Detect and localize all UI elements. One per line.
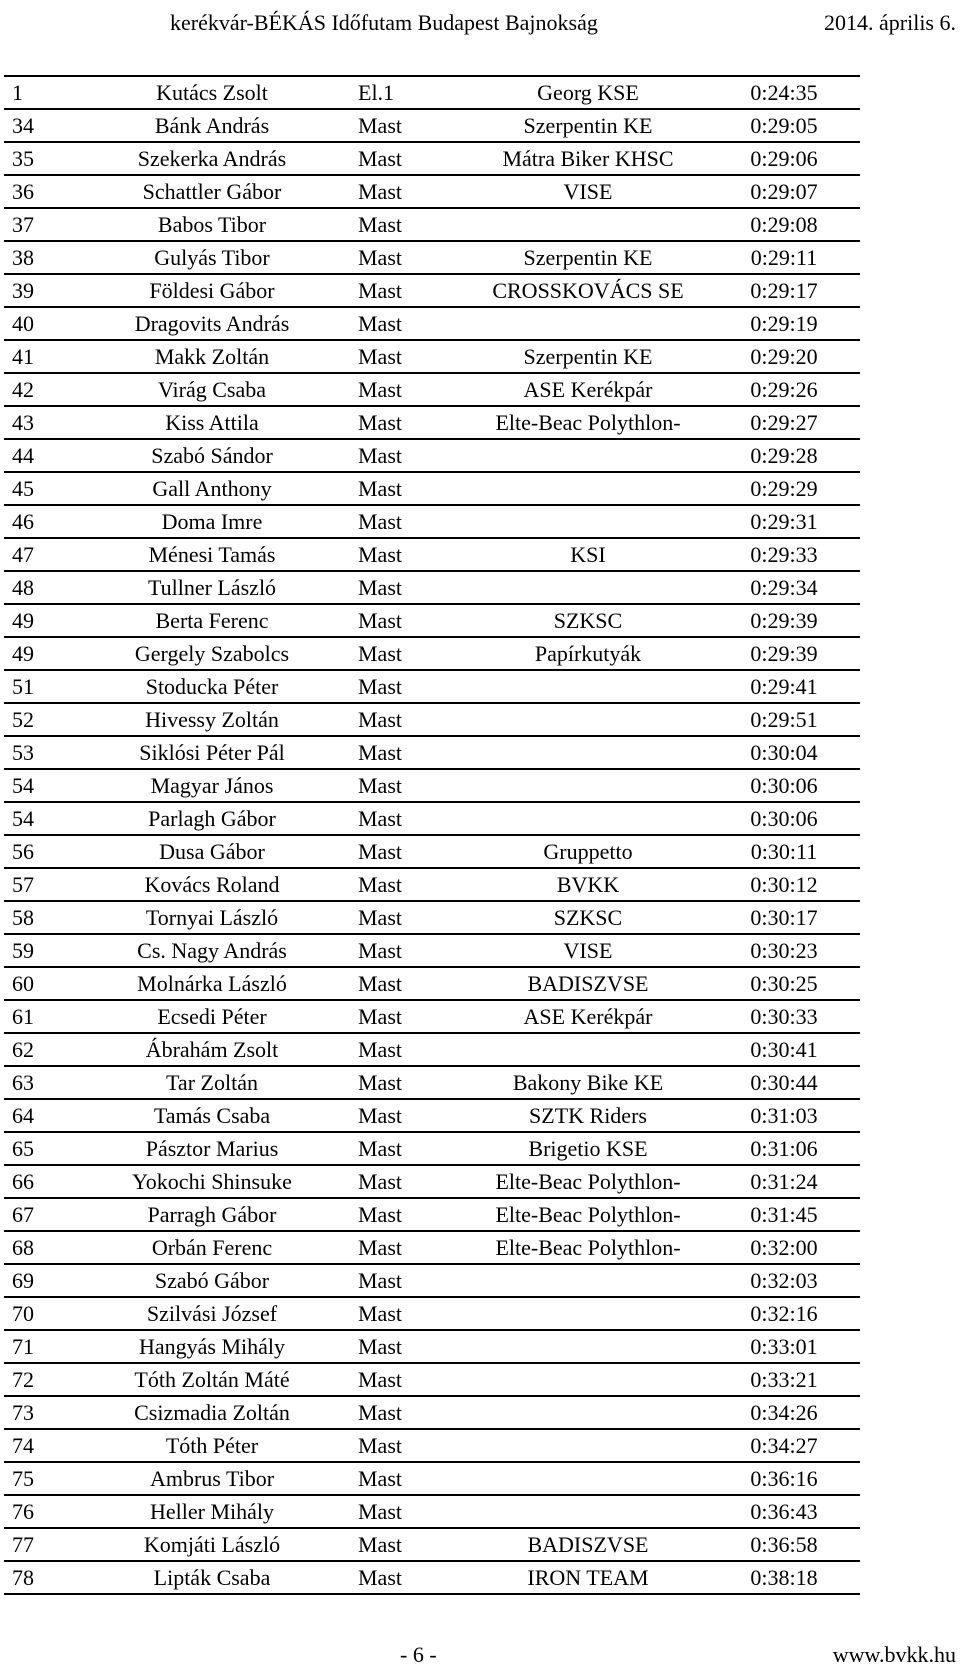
category-cell: Mast xyxy=(352,340,468,373)
category-cell: Mast xyxy=(352,1132,468,1165)
club-cell: SZKSC xyxy=(468,901,708,934)
category-cell: Mast xyxy=(352,868,468,901)
place-cell: 57 xyxy=(4,868,72,901)
rider-name-cell: Pásztor Marius xyxy=(72,1132,352,1165)
table-row xyxy=(4,109,860,142)
rider-name-cell: Szilvási József xyxy=(72,1297,352,1330)
club-cell: VISE xyxy=(468,934,708,967)
category-cell: Mast xyxy=(352,1297,468,1330)
place-cell: 68 xyxy=(4,1231,72,1264)
rider-name-cell: Gulyás Tibor xyxy=(72,241,352,274)
category-cell: El.1 xyxy=(352,76,468,109)
table-row xyxy=(4,1000,860,1033)
category-cell: Mast xyxy=(352,1099,468,1132)
time-cell: 0:29:17 xyxy=(708,274,860,307)
place-cell: 62 xyxy=(4,1033,72,1066)
time-cell: 0:29:07 xyxy=(708,175,860,208)
table-row xyxy=(4,868,860,901)
category-cell: Mast xyxy=(352,1495,468,1528)
table-row xyxy=(4,340,860,373)
table-row xyxy=(4,703,860,736)
category-cell: Mast xyxy=(352,1462,468,1495)
rider-name-cell: Tóth Péter xyxy=(72,1429,352,1462)
rider-name-cell: Heller Mihály xyxy=(72,1495,352,1528)
time-cell: 0:29:05 xyxy=(708,109,860,142)
place-cell: 36 xyxy=(4,175,72,208)
rider-name-cell: Orbán Ferenc xyxy=(72,1231,352,1264)
category-cell: Mast xyxy=(352,1264,468,1297)
rider-name-cell: Yokochi Shinsuke xyxy=(72,1165,352,1198)
category-cell: Mast xyxy=(352,1066,468,1099)
rider-name-cell: Szabó Sándor xyxy=(72,439,352,472)
category-cell: Mast xyxy=(352,1330,468,1363)
table-row xyxy=(4,1198,860,1231)
website-link[interactable]: www.bvkk.hu xyxy=(832,1642,956,1667)
place-cell: 72 xyxy=(4,1363,72,1396)
place-cell: 69 xyxy=(4,1264,72,1297)
results-table-body xyxy=(4,76,860,1594)
table-row xyxy=(4,637,860,670)
place-cell: 42 xyxy=(4,373,72,406)
club-cell xyxy=(468,1462,708,1495)
club-cell: CROSSKOVÁCS SE xyxy=(468,274,708,307)
table-row xyxy=(4,1561,860,1594)
time-cell: 0:34:27 xyxy=(708,1429,860,1462)
club-cell: IRON TEAM xyxy=(468,1561,708,1594)
table-row xyxy=(4,1495,860,1528)
table-row xyxy=(4,1099,860,1132)
category-cell: Mast xyxy=(352,703,468,736)
table-row xyxy=(4,1066,860,1099)
club-cell xyxy=(468,1264,708,1297)
club-cell: Elte-Beac Polythlon- xyxy=(468,1198,708,1231)
time-cell: 0:30:12 xyxy=(708,868,860,901)
rider-name-cell: Magyar János xyxy=(72,769,352,802)
table-row xyxy=(4,1033,860,1066)
table-row xyxy=(4,1363,860,1396)
club-cell: Szerpentin KE xyxy=(468,241,708,274)
page-footer xyxy=(0,1640,960,1670)
category-cell: Mast xyxy=(352,934,468,967)
place-cell: 38 xyxy=(4,241,72,274)
rider-name-cell: Szekerka András xyxy=(72,142,352,175)
club-cell: BADISZVSE xyxy=(468,1528,708,1561)
category-cell: Mast xyxy=(352,736,468,769)
place-cell: 73 xyxy=(4,1396,72,1429)
time-cell: 0:29:26 xyxy=(708,373,860,406)
time-cell: 0:29:28 xyxy=(708,439,860,472)
place-cell: 45 xyxy=(4,472,72,505)
club-cell xyxy=(468,505,708,538)
category-cell: Mast xyxy=(352,1528,468,1561)
category-cell: Mast xyxy=(352,1396,468,1429)
rider-name-cell: Parragh Gábor xyxy=(72,1198,352,1231)
club-cell xyxy=(468,703,708,736)
time-cell: 0:33:01 xyxy=(708,1330,860,1363)
club-cell xyxy=(468,1297,708,1330)
club-cell xyxy=(468,1396,708,1429)
category-cell: Mast xyxy=(352,604,468,637)
club-cell xyxy=(468,769,708,802)
table-row xyxy=(4,76,860,109)
rider-name-cell: Komjáti László xyxy=(72,1528,352,1561)
category-cell: Mast xyxy=(352,1165,468,1198)
club-cell xyxy=(468,1330,708,1363)
rider-name-cell: Tóth Zoltán Máté xyxy=(72,1363,352,1396)
category-cell: Mast xyxy=(352,538,468,571)
table-row xyxy=(4,769,860,802)
table-row xyxy=(4,1264,860,1297)
place-cell: 40 xyxy=(4,307,72,340)
table-row xyxy=(4,1330,860,1363)
rider-name-cell: Kiss Attila xyxy=(72,406,352,439)
club-cell xyxy=(468,1033,708,1066)
category-cell: Mast xyxy=(352,439,468,472)
category-cell: Mast xyxy=(352,1000,468,1033)
place-cell: 75 xyxy=(4,1462,72,1495)
place-cell: 48 xyxy=(4,571,72,604)
rider-name-cell: Stoducka Péter xyxy=(72,670,352,703)
club-cell: SZKSC xyxy=(468,604,708,637)
club-cell: Szerpentin KE xyxy=(468,340,708,373)
table-row xyxy=(4,1396,860,1429)
time-cell: 0:29:06 xyxy=(708,142,860,175)
club-cell xyxy=(468,670,708,703)
table-row xyxy=(4,571,860,604)
time-cell: 0:29:08 xyxy=(708,208,860,241)
table-row xyxy=(4,142,860,175)
time-cell: 0:30:25 xyxy=(708,967,860,1000)
place-cell: 35 xyxy=(4,142,72,175)
rider-name-cell: Gergely Szabolcs xyxy=(72,637,352,670)
table-row xyxy=(4,736,860,769)
time-cell: 0:36:58 xyxy=(708,1528,860,1561)
category-cell: Mast xyxy=(352,142,468,175)
time-cell: 0:30:04 xyxy=(708,736,860,769)
category-cell: Mast xyxy=(352,307,468,340)
table-row xyxy=(4,538,860,571)
category-cell: Mast xyxy=(352,769,468,802)
rider-name-cell: Gall Anthony xyxy=(72,472,352,505)
event-date: 2014. április 6. xyxy=(824,10,956,35)
rider-name-cell: Doma Imre xyxy=(72,505,352,538)
place-cell: 71 xyxy=(4,1330,72,1363)
time-cell: 0:31:24 xyxy=(708,1165,860,1198)
club-cell xyxy=(468,1429,708,1462)
category-cell: Mast xyxy=(352,1561,468,1594)
results-table xyxy=(4,75,860,1595)
place-cell: 49 xyxy=(4,637,72,670)
place-cell: 51 xyxy=(4,670,72,703)
club-cell: Elte-Beac Polythlon- xyxy=(468,1231,708,1264)
category-cell: Mast xyxy=(352,505,468,538)
rider-name-cell: Kutács Zsolt xyxy=(72,76,352,109)
place-cell: 54 xyxy=(4,802,72,835)
table-row xyxy=(4,967,860,1000)
category-cell: Mast xyxy=(352,967,468,1000)
table-row xyxy=(4,802,860,835)
table-row xyxy=(4,208,860,241)
time-cell: 0:29:20 xyxy=(708,340,860,373)
time-cell: 0:32:03 xyxy=(708,1264,860,1297)
place-cell: 63 xyxy=(4,1066,72,1099)
category-cell: Mast xyxy=(352,208,468,241)
time-cell: 0:29:39 xyxy=(708,604,860,637)
category-cell: Mast xyxy=(352,901,468,934)
rider-name-cell: Babos Tibor xyxy=(72,208,352,241)
place-cell: 67 xyxy=(4,1198,72,1231)
rider-name-cell: Földesi Gábor xyxy=(72,274,352,307)
table-row xyxy=(4,1462,860,1495)
rider-name-cell: Tar Zoltán xyxy=(72,1066,352,1099)
category-cell: Mast xyxy=(352,835,468,868)
table-row xyxy=(4,901,860,934)
time-cell: 0:29:34 xyxy=(708,571,860,604)
category-cell: Mast xyxy=(352,1033,468,1066)
place-cell: 70 xyxy=(4,1297,72,1330)
rider-name-cell: Hangyás Mihály xyxy=(72,1330,352,1363)
place-cell: 58 xyxy=(4,901,72,934)
time-cell: 0:32:16 xyxy=(708,1297,860,1330)
place-cell: 41 xyxy=(4,340,72,373)
time-cell: 0:36:16 xyxy=(708,1462,860,1495)
club-cell: Elte-Beac Polythlon- xyxy=(468,406,708,439)
rider-name-cell: Tullner László xyxy=(72,571,352,604)
time-cell: 0:34:26 xyxy=(708,1396,860,1429)
category-cell: Mast xyxy=(352,472,468,505)
rider-name-cell: Hivessy Zoltán xyxy=(72,703,352,736)
time-cell: 0:33:21 xyxy=(708,1363,860,1396)
time-cell: 0:36:43 xyxy=(708,1495,860,1528)
club-cell: Papírkutyák xyxy=(468,637,708,670)
club-cell xyxy=(468,208,708,241)
table-row xyxy=(4,472,860,505)
place-cell: 66 xyxy=(4,1165,72,1198)
table-row xyxy=(4,934,860,967)
club-cell: Szerpentin KE xyxy=(468,109,708,142)
table-row xyxy=(4,1132,860,1165)
place-cell: 54 xyxy=(4,769,72,802)
club-cell: VISE xyxy=(468,175,708,208)
table-row xyxy=(4,1528,860,1561)
place-cell: 52 xyxy=(4,703,72,736)
rider-name-cell: Molnárka László xyxy=(72,967,352,1000)
club-cell: Georg KSE xyxy=(468,76,708,109)
club-cell: Mátra Biker KHSC xyxy=(468,142,708,175)
rider-name-cell: Virág Csaba xyxy=(72,373,352,406)
place-cell: 34 xyxy=(4,109,72,142)
club-cell xyxy=(468,802,708,835)
rider-name-cell: Csizmadia Zoltán xyxy=(72,1396,352,1429)
time-cell: 0:24:35 xyxy=(708,76,860,109)
place-cell: 76 xyxy=(4,1495,72,1528)
category-cell: Mast xyxy=(352,670,468,703)
place-cell: 61 xyxy=(4,1000,72,1033)
table-row xyxy=(4,604,860,637)
category-cell: Mast xyxy=(352,373,468,406)
club-cell: BVKK xyxy=(468,868,708,901)
club-cell xyxy=(468,307,708,340)
table-row xyxy=(4,406,860,439)
club-cell: Gruppetto xyxy=(468,835,708,868)
category-cell: Mast xyxy=(352,637,468,670)
rider-name-cell: Makk Zoltán xyxy=(72,340,352,373)
time-cell: 0:29:19 xyxy=(708,307,860,340)
place-cell: 59 xyxy=(4,934,72,967)
table-row xyxy=(4,241,860,274)
place-cell: 74 xyxy=(4,1429,72,1462)
place-cell: 44 xyxy=(4,439,72,472)
category-cell: Mast xyxy=(352,406,468,439)
category-cell: Mast xyxy=(352,175,468,208)
table-row xyxy=(4,439,860,472)
club-cell: Elte-Beac Polythlon- xyxy=(468,1165,708,1198)
rider-name-cell: Kovács Roland xyxy=(72,868,352,901)
category-cell: Mast xyxy=(352,571,468,604)
time-cell: 0:38:18 xyxy=(708,1561,860,1594)
rider-name-cell: Ménesi Tamás xyxy=(72,538,352,571)
place-cell: 47 xyxy=(4,538,72,571)
time-cell: 0:29:33 xyxy=(708,538,860,571)
rider-name-cell: Cs. Nagy András xyxy=(72,934,352,967)
category-cell: Mast xyxy=(352,241,468,274)
club-cell: Brigetio KSE xyxy=(468,1132,708,1165)
rider-name-cell: Berta Ferenc xyxy=(72,604,352,637)
club-cell: KSI xyxy=(468,538,708,571)
place-cell: 49 xyxy=(4,604,72,637)
time-cell: 0:29:11 xyxy=(708,241,860,274)
time-cell: 0:31:03 xyxy=(708,1099,860,1132)
place-cell: 56 xyxy=(4,835,72,868)
rider-name-cell: Bánk András xyxy=(72,109,352,142)
time-cell: 0:29:31 xyxy=(708,505,860,538)
table-row xyxy=(4,307,860,340)
time-cell: 0:31:06 xyxy=(708,1132,860,1165)
time-cell: 0:29:27 xyxy=(708,406,860,439)
club-cell xyxy=(468,1363,708,1396)
club-cell xyxy=(468,439,708,472)
rider-name-cell: Dusa Gábor xyxy=(72,835,352,868)
time-cell: 0:30:06 xyxy=(708,802,860,835)
place-cell: 39 xyxy=(4,274,72,307)
time-cell: 0:30:06 xyxy=(708,769,860,802)
rider-name-cell: Ábrahám Zsolt xyxy=(72,1033,352,1066)
table-row xyxy=(4,274,860,307)
place-cell: 1 xyxy=(4,76,72,109)
table-row xyxy=(4,1231,860,1264)
category-cell: Mast xyxy=(352,1231,468,1264)
time-cell: 0:29:39 xyxy=(708,637,860,670)
category-cell: Mast xyxy=(352,802,468,835)
table-row xyxy=(4,835,860,868)
time-cell: 0:29:41 xyxy=(708,670,860,703)
place-cell: 65 xyxy=(4,1132,72,1165)
club-cell xyxy=(468,1495,708,1528)
place-cell: 78 xyxy=(4,1561,72,1594)
page-number: - 6 - xyxy=(400,1642,437,1667)
time-cell: 0:30:41 xyxy=(708,1033,860,1066)
table-row xyxy=(4,175,860,208)
rider-name-cell: Siklósi Péter Pál xyxy=(72,736,352,769)
rider-name-cell: Dragovits András xyxy=(72,307,352,340)
time-cell: 0:31:45 xyxy=(708,1198,860,1231)
rider-name-cell: Tornyai László xyxy=(72,901,352,934)
category-cell: Mast xyxy=(352,1198,468,1231)
rider-name-cell: Ambrus Tibor xyxy=(72,1462,352,1495)
time-cell: 0:30:23 xyxy=(708,934,860,967)
club-cell xyxy=(468,736,708,769)
table-row xyxy=(4,1429,860,1462)
place-cell: 64 xyxy=(4,1099,72,1132)
place-cell: 53 xyxy=(4,736,72,769)
time-cell: 0:29:29 xyxy=(708,472,860,505)
time-cell: 0:30:17 xyxy=(708,901,860,934)
club-cell: Bakony Bike KE xyxy=(468,1066,708,1099)
place-cell: 43 xyxy=(4,406,72,439)
place-cell: 37 xyxy=(4,208,72,241)
category-cell: Mast xyxy=(352,1429,468,1462)
time-cell: 0:32:00 xyxy=(708,1231,860,1264)
category-cell: Mast xyxy=(352,109,468,142)
table-row xyxy=(4,505,860,538)
place-cell: 77 xyxy=(4,1528,72,1561)
rider-name-cell: Parlagh Gábor xyxy=(72,802,352,835)
place-cell: 60 xyxy=(4,967,72,1000)
rider-name-cell: Tamás Csaba xyxy=(72,1099,352,1132)
club-cell: SZTK Riders xyxy=(468,1099,708,1132)
table-row xyxy=(4,373,860,406)
table-row xyxy=(4,670,860,703)
place-cell: 46 xyxy=(4,505,72,538)
table-row xyxy=(4,1165,860,1198)
club-cell xyxy=(468,472,708,505)
club-cell: BADISZVSE xyxy=(468,967,708,1000)
club-cell: ASE Kerékpár xyxy=(468,373,708,406)
club-cell xyxy=(468,571,708,604)
page-header xyxy=(0,5,960,39)
category-cell: Mast xyxy=(352,1363,468,1396)
rider-name-cell: Ecsedi Péter xyxy=(72,1000,352,1033)
time-cell: 0:30:11 xyxy=(708,835,860,868)
club-cell: ASE Kerékpár xyxy=(468,1000,708,1033)
table-row xyxy=(4,1297,860,1330)
rider-name-cell: Szabó Gábor xyxy=(72,1264,352,1297)
rider-name-cell: Lipták Csaba xyxy=(72,1561,352,1594)
category-cell: Mast xyxy=(352,274,468,307)
time-cell: 0:29:51 xyxy=(708,703,860,736)
document-title: kerékvár-BÉKÁS Időfutam Budapest Bajnokság xyxy=(170,10,598,35)
time-cell: 0:30:33 xyxy=(708,1000,860,1033)
rider-name-cell: Schattler Gábor xyxy=(72,175,352,208)
time-cell: 0:30:44 xyxy=(708,1066,860,1099)
